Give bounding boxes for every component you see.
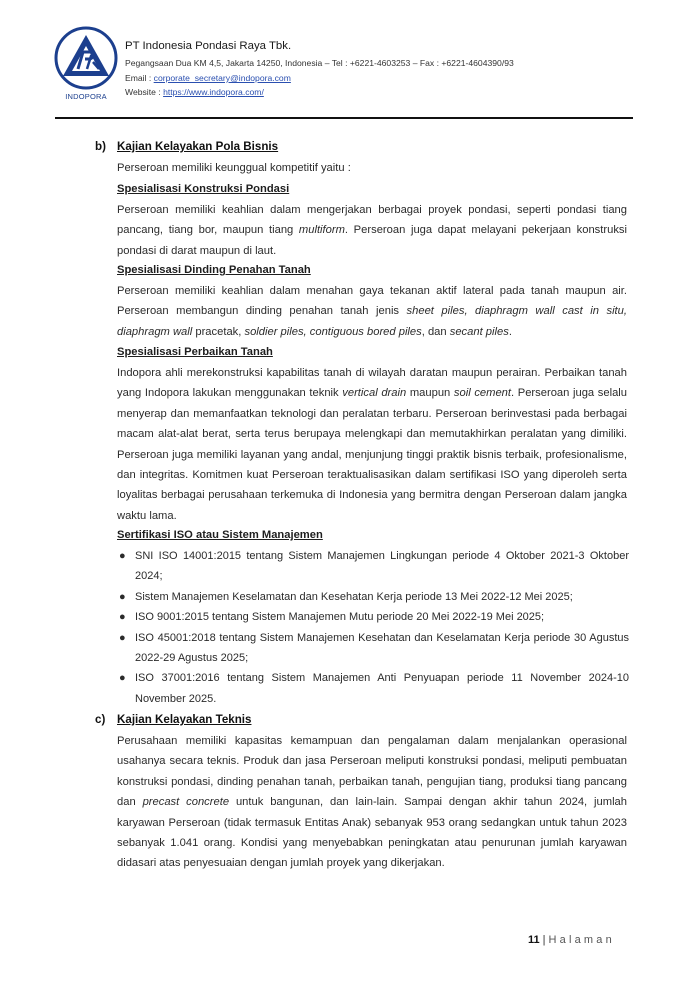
list-item-text: SNI ISO 14001:2015 tentang Sistem Manajemen Lingkungan periode 4 Oktober 2021-3 Oktober 2024; [135, 550, 629, 583]
website-label: Website : [125, 87, 164, 97]
email-link[interactable]: corporate_secretary@indopora.com [153, 73, 291, 83]
italic-run: vertical drain [342, 387, 407, 400]
text-run: Perusahaan memiliki kapasitas kemampuan dan pengalaman dalam menjalankan operasional usahanya secara teknis. Produk dan jasa Perseroan meliputi konstruksi pondasi, meliputi pembuatan konstruksi pondasi, dinding penahan tanah, perbaikan tanah, pengujian tiang, produksi tiang pancang dan [117, 735, 627, 809]
company-address: Pegangsaan Dua KM 4,5, Jakarta 14250, Indonesia – Tel : +6221-4603253 – Fax : +6221-4604390/93 [125, 58, 514, 68]
section-c-title: Kajian Kelayakan Teknis [117, 713, 252, 726]
page-footer [528, 934, 615, 946]
text-run: Perseroan memiliki keahlian dalam menahan gaya tekanan aktif lateral pada tanah maupun air. Perseroan membangun dinding penahan tanah jenis [117, 285, 627, 318]
list-item [117, 668, 629, 709]
italic-run: secant piles [449, 325, 509, 338]
text-run: untuk bangunan, dan lain-lain. Sampai dengan akhir tahun 2024, jumlah karyawan Perseroan (tidak termasuk Entitas Anak) sebanyak 953 orang sedangkan untuk tahun 2023 sebanyak 1.041 orang. Kondisi yang menyebabkan peningkatan atau penurunan jumlah karyawan didasari atas penyesuaian dengan jumlah proyek yang dikerjakan. [117, 796, 627, 870]
bullet-icon: ● [119, 672, 126, 685]
text-run: Perseroan memiliki keahlian dalam mengerjakan berbagai proyek pondasi, seperti pondasi tiang pancang, tiang bor, maupun tiang [117, 204, 627, 237]
list-item-text: Sistem Manajemen Keselamatan dan Kesehatan Kerja periode 13 Mei 2022-12 Mei 2025; [135, 590, 573, 603]
text-run: . Perseroan juga dapat melayani pekerjaan konstruksi pondasi di darat maupun di laut. [117, 224, 627, 257]
italic-run: precast concrete [142, 796, 230, 809]
bullet-icon: ● [119, 631, 126, 644]
section-c-letter: c) [95, 713, 106, 726]
list-item [117, 587, 629, 607]
company-name: PT Indonesia Pondasi Raya Tbk. [125, 40, 292, 52]
page-number: 11 [528, 934, 540, 946]
section-c-text [117, 731, 627, 874]
list-item [117, 546, 629, 587]
list-item-text: ISO 37001:2016 tentang Sistem Manajemen Anti Penyuapan periode 11 November 2024-10 November 2025. [135, 672, 629, 705]
text-run: . Perseroan juga selalu menyerap dan memanfaatkan teknologi dan peralatan terbaru. Perseroan berinvestasi pada berbagai macam alat-alat berat, serta terus berupaya melengkapi dan memutakhirkan peralatan yang dimiliki. Perseroan juga memiliki layanan yang andal, menjunjung tinggi praktik bisnis terbaik, profesionalisme, dan integritas. Komitmen kuat Perseroan teraktualisasikan dalam sertifikasi ISO yang diperoleh serta loyalitas berbagai perusahaan terkemuka di Indonesia yang bermitra dengan Perseroan dalam jangka waktu lama. [117, 387, 628, 522]
section-b-intro: Perseroan memiliki keunggual kompetitif yaitu : [117, 162, 351, 174]
text-run: Indopora ahli merekonstruksi kapabilitas tanah di wilayah daratan maupun perairan. Perbaikan tanah yang Indopora lakukan menggunakan teknik [117, 367, 627, 400]
footer-label: Halaman [548, 934, 615, 946]
bullet-icon: ● [119, 590, 126, 603]
list-item [117, 607, 629, 627]
email-label: Email : [125, 73, 154, 83]
text-run: . [508, 325, 512, 338]
sub-dinding-penahan-title: Spesialisasi Dinding Penahan Tanah [117, 264, 311, 276]
italic-run: sheet piles, diaphragm wall cast in situ, diaphragm wall [117, 305, 627, 338]
text-run: pracetak, [192, 325, 245, 338]
section-b-letter: b) [95, 140, 106, 153]
iso-certification-list [117, 546, 629, 709]
sub-sertifikasi-iso-title: Sertifikasi ISO atau Sistem Manajemen [117, 529, 323, 541]
list-item-text: ISO 45001:2018 tentang Sistem Manajemen Kesehatan dan Keselamatan Kerja periode 30 Agustus 2022-29 Agustus 2025; [135, 631, 629, 665]
sub-konstruksi-pondasi-title: Spesialisasi Konstruksi Pondasi [117, 183, 290, 195]
sub-dinding-penahan-text [117, 281, 627, 342]
section-b-title: Kajian Kelayakan Pola Bisnis [117, 140, 279, 153]
sub-konstruksi-pondasi-text [117, 200, 627, 261]
sub-perbaikan-tanah-text [117, 363, 627, 526]
italic-run: soil cement [453, 387, 512, 400]
bullet-icon: ● [119, 550, 126, 562]
sub-perbaikan-tanah-title: Spesialisasi Perbaikan Tanah [117, 346, 273, 358]
list-item-text: ISO 9001:2015 tentang Sistem Manajemen Mutu periode 20 Mei 2022-19 Mei 2025; [135, 611, 545, 624]
logo-caption: INDOPORA [65, 92, 107, 101]
footer-separator: | [542, 934, 546, 946]
italic-run: soldier piles, contiguous bored piles [244, 325, 422, 338]
text-run: , dan [421, 325, 450, 338]
italic-run: multiform [298, 224, 345, 237]
bullet-icon: ● [119, 611, 126, 624]
text-run: maupun [406, 387, 454, 400]
list-item [117, 628, 629, 669]
website-link[interactable]: https://www.indopora.com/ [163, 87, 264, 97]
